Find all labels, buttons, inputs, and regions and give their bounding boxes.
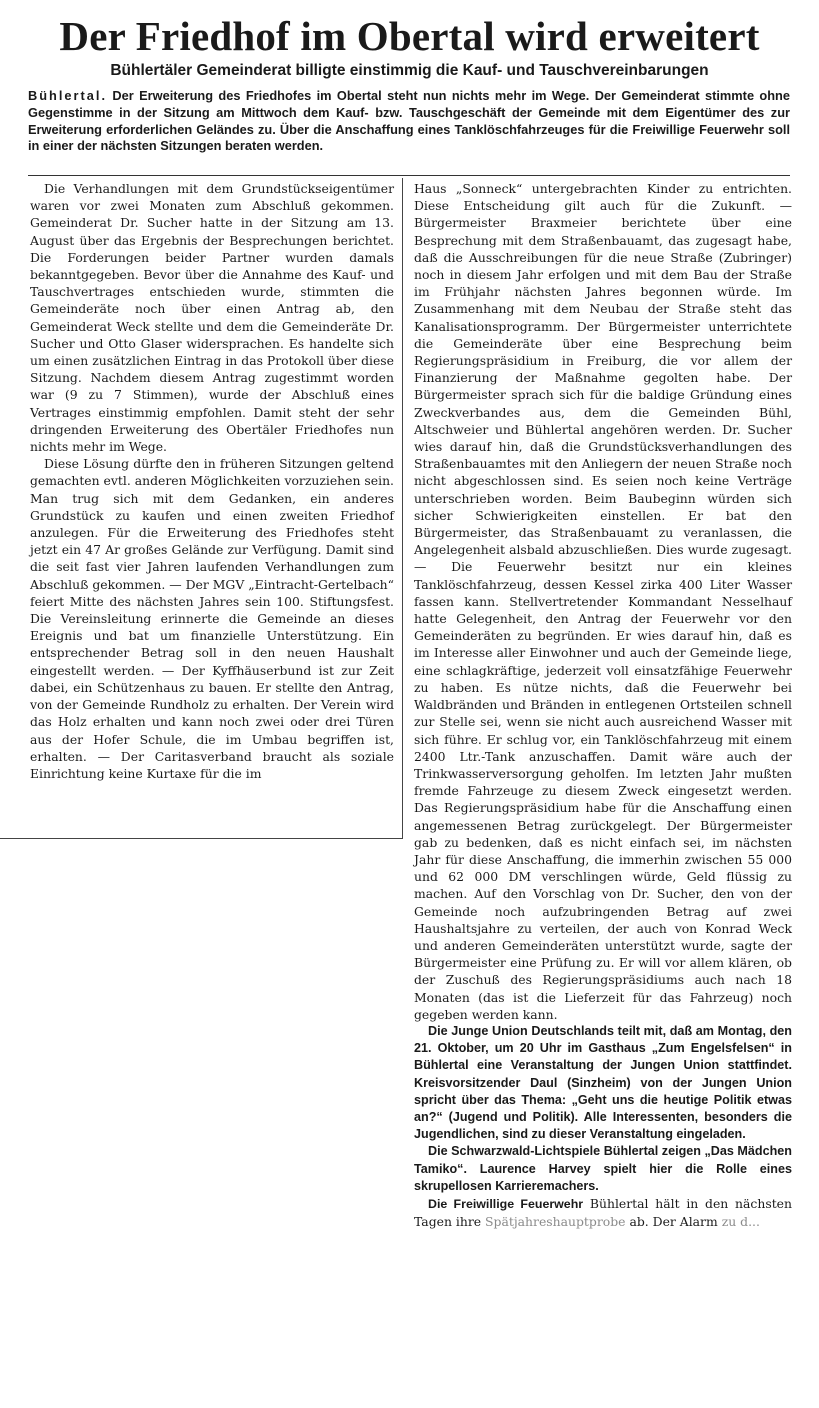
column-divider — [402, 178, 403, 838]
left-column — [30, 180, 394, 782]
notice-feuerwehr — [414, 1195, 792, 1230]
notice-feuerwehr-lede: Die Freiwillige Feuerwehr — [428, 1196, 584, 1211]
left-paragraph-1: Die Verhandlungen mit dem Grundstückseigentümer waren vor zwei Monaten zum Abschluß gekommen. Gemeinderat Dr. Sucher hatte in der Sitzung am 13. August über das Ergebnis der Besprechungen berichtet. Die Forderungen beider Partner wurden damals bekanntgegeben. Bevor über die Annahme des Kauf- und Tauschvertrages entschieden wurde, stimmten die Gemeinderäte noch über einen Antrag ab, den Gemeinderat Weck stellte und dem die Gemeinderäte Dr. Sucher und Otto Glaser widersprachen. Es handelte sich um einen zusätzlichen Eintrag in das Protokoll über diese Sitzung. Nachdem diesem Antrag zugestimmt worden war (9 zu 7 Stimmen), wurde der Abschluß eines Vertrages einstimmig empfohlen. Damit steht der sehr dringenden Erweiterung des Obertäler Friedhofes nun nichts mehr im Wege. — [30, 181, 394, 455]
left-column-end-rule — [0, 838, 403, 839]
notice-lichtspiele-text: zeigen „Das Mädchen Tamiko“. Laurence Harvey spielt hier die Rolle eines skrupellosen Karrieremachers. — [414, 1144, 792, 1193]
notice-junge-union — [414, 1023, 792, 1143]
left-paragraph-2: Diese Lösung dürfte den in früheren Sitzungen geltend gemachten evtl. anderen Möglichkeiten vorzuziehen sein. Man trug sich mit dem Gedanken, ein anderes Grundstück zu kaufen und einen zweiten Friedhof anzulegen. Für die Erweiterung des Friedhofes steht jetzt ein 47 Ar großes Gelände zur Verfügung. Damit sind die seit fast vier Jahren laufenden Verhandlungen zum Abschluß gekommen. — Der MGV „Eintracht-Gertelbach“ feiert Mitte des nächsten Jahres sein 100. Stiftungsfest. Die Vereinsleitung erinnerte die Gemeinde an dieses Ereignis und bat um finanzielle Unterstützung. Ein entsprechender Betrag soll in den neuen Haushalt eingestellt werden. — Der Kyffhäuserbund ist zur Zeit dabei, ein Schützenhaus zu bauen. Er stellte den Antrag, von der Gemeinde Rundholz zu erhalten. Der Verein wird das Holz erhalten und kann noch zwei oder drei Türen aus der Hofer Schule, die im Umbau begriffen ist, erhalten. — Der Caritasverband braucht als soziale Einrichtung keine Kurtaxe für die im — [30, 456, 394, 781]
article-headline: Der Friedhof im Obertal wird erweitert — [59, 13, 760, 59]
article-lead — [28, 88, 790, 155]
lead-place: Bühlertal. — [28, 88, 108, 103]
lead-text: Der Erweiterung des Friedhofes im Obertal steht nun nichts mehr im Wege. Der Gemeinderat stimmte ohne Gegenstimme in der Sitzung am Mittwoch dem Kauf- bzw. Tauschgeschäft der Gemeinde mit dem Eigentümer des zur Erweiterung erforderlichen Geländes zu. Über die Anschaffung eines Tanklöschfahrzeuges für die Freiwillige Feuerwehr soll in einer der nächsten Sitzungen beraten werden. — [28, 88, 790, 154]
lead-divider — [28, 175, 790, 176]
notice-feuerwehr-tail-faded: zu d... — [721, 1214, 760, 1230]
notice-feuerwehr-faded: Spätjahreshauptprobe — [485, 1214, 626, 1230]
article-subheadline: Bühlertäler Gemeinderat billigte einstimmig die Kauf- und Tauschvereinbarungen — [110, 62, 709, 79]
notice-lichtspiele — [414, 1143, 792, 1195]
notice-feuerwehr-text: Bühlertal hält in den nächsten Tagen ihre — [414, 1195, 792, 1230]
notice-junge-union-text: teilt mit, daß am Montag, den 21. Oktober, um 20 Uhr im Gasthaus „Zum Engelsfelsen“ in Bühlertal eine Veranstaltung der Jungen Union stattfindet. Kreisvorsitzender Daul (Sinzheim) von der Jungen Union spricht über das Thema: „Geht uns die heutige Politik etwas an?“ (Jugend und Politik). Alle Interessenten, besonders die Jugendlichen, sind zu dieser Veranstaltung eingeladen. — [414, 1023, 792, 1142]
right-paragraph-1: Haus „Sonneck“ untergebrachten Kinder zu entrichten. Diese Entscheidung gilt auch für die Zukunft. — Bürgermeister Braxmeier berichtete über eine Besprechung mit dem Straßenbauamt, das zugesagt habe, daß die Ausschreibungen für die neue Straße (Zubringer) noch in diesem Jahr erfolgen und mit dem Bau der Straße im Frühjahr nächsten Jahres begonnen würde. Im Zusammenhang mit dem Neubau der Straße steht das Kanalisationsprogramm. Der Bürgermeister unterrichtete die Gemeinderäte über eine Besprechung beim Regierungspräsidium in Freiburg, die vor allem der Finanzierung der Maßnahme gegolten habe. Der Bürgermeister sprach sich für die baldige Gründung eines Zweckverbandes aus, dem die Gemeinden Bühl, Altschweier und Bühlertal angehören werden. Dr. Sucher wies darauf hin, daß die Grundstücksverhandlungen des Straßenbauamtes mit den Anliegern der neuen Straße noch nicht abgeschlossen sind. Es seien noch keine Verträge unterschrieben worden. Beim Baubeginn würden sich sicher Schwierigkeiten einstellen. Er bat den Bürgermeister, das Straßenbauamt zu veranlassen, die Angelegenheit alsbald abzuschließen. Dies wurde zugesagt. — Die Feuerwehr besitzt nur ein kleines Tanklöschfahrzeug, dessen Kessel zirka 400 Liter Wasser fassen kann. Stellvertretender Kommandant Nesselhauf hatte Gelegenheit, den Antrag der Feuerwehr vor den Gemeinderäten zu begründen. Er wies darauf hin, daß es im Interesse aller Einwohner und auch der Gemeinde liege, eine schlagkräftige, jederzeit voll einsatzfähige Feuerwehr zu haben. Es nütze nichts, daß die Feuerwehr bei Waldbränden und Bränden in entlegenen Ortsteilen schnell zur Stelle sei, wenn sie nicht auch ausreichend Wasser mit sich führe. Er schlug vor, ein Tanklöschfahrzeug mit einem 2400 Ltr.-Tank anzuschaffen. Damit wäre auch der Trinkwasserversorgung geholfen. Im letzten Jahr mußten fremde Fahrzeuge zu diesem Zweck eingesetzt werden. Das Regierungspräsidium habe für die Anschaffung einen angemessenen Betrag zurückgelegt. Der Bürgermeister gab zu bedenken, daß es nicht einfach sei, im nächsten Jahr für diese Anschaffung, die immerhin zwischen 55 000 und 62 000 DM verschlingen würde, Geld flüssig zu machen. Auf den Vorschlag von Dr. Sucher, den von der Gemeinde noch aufzubringenden Betrag auf zwei Haushaltsjahre zu verteilen, der auch von Konrad Weck und anderen Gemeinderäten unterstützt wurde, sagte der Bürgermeister eine Prüfung zu. Er will vor allem klären, ob der Zuschuß des Regierungspräsidiums auch nach 18 Monaten (das ist die Lieferzeit für das Fahrzeug) noch gegeben werden kann. — [414, 181, 792, 1022]
notice-lichtspiele-lede: Die Schwarzwald-Lichtspiele Bühlertal — [428, 1144, 659, 1159]
right-column — [414, 180, 792, 1230]
notice-junge-union-lede: Die Junge Union Deutschlands — [428, 1023, 614, 1038]
notice-feuerwehr-tail: ab. Der Alarm — [629, 1214, 718, 1230]
